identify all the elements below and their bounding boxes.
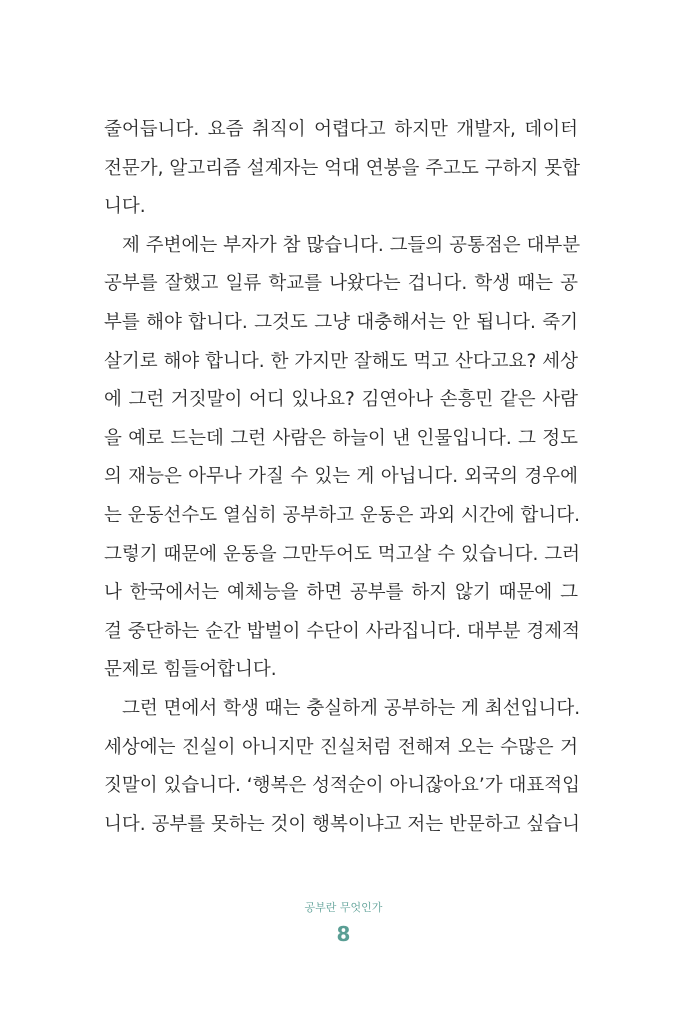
text-line: 전문가, 알고리즘 설계자는 억대 연봉을 주고도 구하지 못합 — [104, 157, 580, 179]
text-line: 걸 중단하는 순간 밥벌이 수단이 사라집니다. 대부분 경제적 — [104, 620, 580, 642]
text-line: 나 한국에서는 예체능을 하면 공부를 하지 않기 때문에 그 — [104, 582, 578, 604]
text-line: 그런 면에서 학생 때는 충실하게 공부하는 게 최선입니다. — [122, 697, 581, 719]
text-line: 부를 해야 합니다. 그것도 그냥 대충해서는 안 됩니다. 죽기 — [104, 311, 578, 333]
text-line: 짓말이 있습니다. ‘행복은 성적순이 아니잖아요’가 대표적입 — [104, 775, 580, 797]
text-line: 살기로 해야 합니다. 한 가지만 잘해도 먹고 산다고요? 세상 — [104, 350, 578, 372]
body-text — [104, 116, 581, 849]
text-line: 문제로 힘들어합니다. — [104, 659, 277, 681]
text-line: 공부를 잘했고 일류 학교를 나왔다는 겁니다. 학생 때는 공 — [104, 273, 578, 295]
text-line: 세상에는 진실이 아니지만 진실처럼 전해져 오는 수많은 거 — [104, 736, 578, 758]
running-footer-title: 공부란 무엇인가 — [304, 901, 383, 914]
text-line: 제 주변에는 부자가 참 많습니다. 그들의 공통점은 대부분 — [122, 234, 581, 256]
text-line: 니다. — [104, 196, 146, 218]
text-line: 에 그런 거짓말이 어디 있나요? 김연아나 손흥민 같은 사람 — [104, 389, 578, 411]
text-line: 는 운동선수도 열심히 공부하고 운동은 과외 시간에 합니다. — [104, 504, 580, 526]
page-number: 8 — [336, 922, 351, 946]
text-line: 줄어듭니다. 요즘 취직이 어렵다고 하지만 개발자, 데이터 — [104, 119, 578, 140]
text-line: 을 예로 드는데 그런 사람은 하늘이 낸 인물입니다. 그 정도 — [104, 427, 578, 449]
text-line: 의 재능은 아무나 가질 수 있는 게 아닙니다. 외국의 경우에 — [104, 466, 578, 488]
text-line: 니다. 공부를 못하는 것이 행복이냐고 저는 반문하고 싶습니 — [104, 813, 580, 835]
text-line: 그렇기 때문에 운동을 그만두어도 먹고살 수 있습니다. 그러 — [104, 543, 580, 565]
